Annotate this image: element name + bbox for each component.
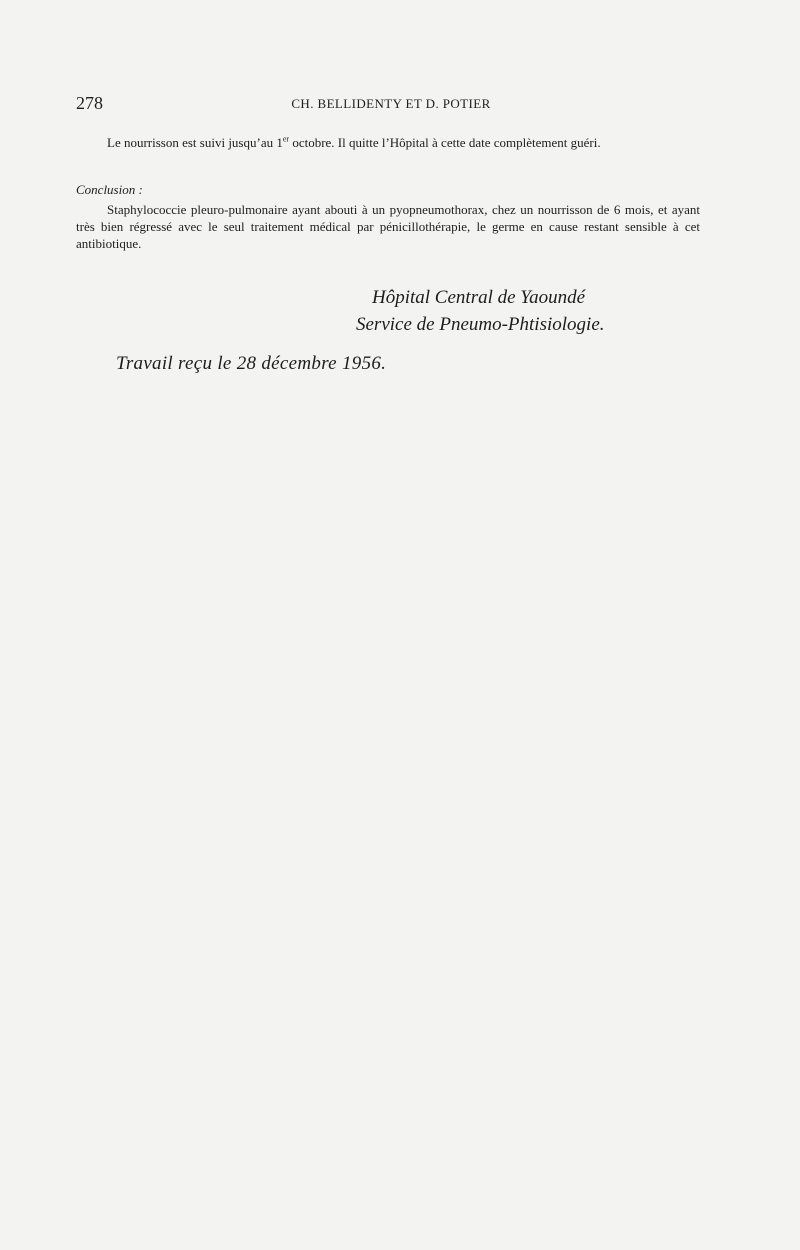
page-header [76, 92, 706, 116]
received-date: Travail reçu le 28 décembre 1956. [116, 353, 387, 374]
conclusion-paragraph: Staphylococcie pleuro-pulmonaire ayant abouti à un pyopneumothorax, chez un nourrisson de 6 mois, et ayant très bien régressé avec le seul traitement médical par pénicillothérapie, le germe en cause restant sensible à cet antibiotique. [76, 202, 700, 251]
affiliation-service: Service de Pneumo-Phtisiologie. [356, 314, 605, 335]
running-head: CH. BELLIDENTY ET D. POTIER [291, 96, 491, 111]
page-number: 278 [76, 93, 103, 113]
paragraph-discharge-text-b: octobre. Il quitte l’Hôpital à cette date complètement guéri. [289, 135, 601, 150]
paragraph-discharge-text-a: Le nourrisson est suivi jusqu’au 1 [107, 135, 283, 150]
affiliation-hospital: Hôpital Central de Yaoundé [372, 287, 586, 308]
ordinal-superscript: er [282, 134, 290, 144]
conclusion-heading: Conclusion : [76, 182, 143, 197]
paragraph-discharge [76, 134, 700, 151]
